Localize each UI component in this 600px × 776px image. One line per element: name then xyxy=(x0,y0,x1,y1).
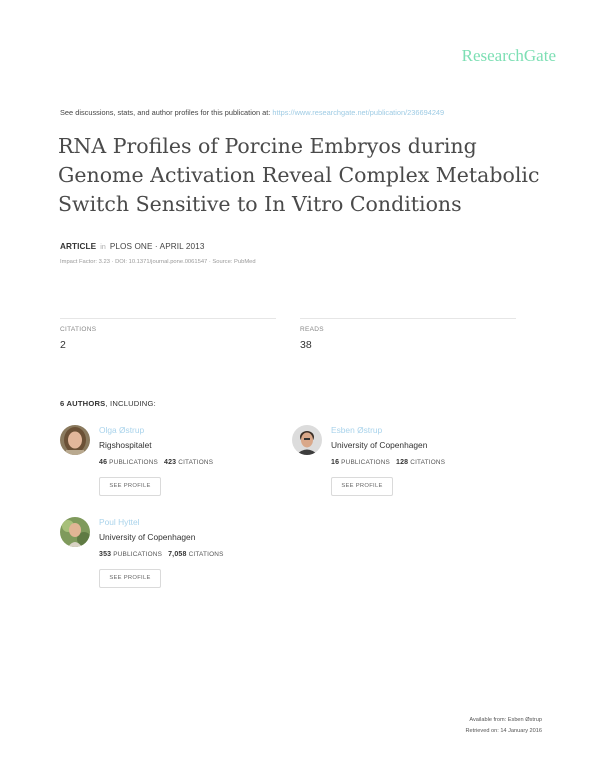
author-photo-icon xyxy=(60,517,90,547)
author-card xyxy=(60,425,290,515)
author-avatar[interactable] xyxy=(292,425,322,455)
paper-title: RNA Profiles of Porcine Embryos during Genome Activation Reveal Complex Metabolic Switch Sensitive to In Vitro Conditions xyxy=(58,134,540,216)
author-card xyxy=(60,517,290,607)
author-name[interactable]: Olga Østrup xyxy=(99,425,145,435)
citations-count: 2 xyxy=(60,339,66,351)
publication-link[interactable]: https://www.researchgate.net/publication/236694249 xyxy=(272,108,445,117)
author-citations-label: CITATIONS xyxy=(178,459,214,466)
author-card xyxy=(292,425,522,515)
author-publications-count: 16 xyxy=(331,459,340,466)
citations-divider xyxy=(60,318,276,319)
available-from: Available from: Esben Østrup xyxy=(469,717,542,723)
author-institution: University of Copenhagen xyxy=(331,440,428,450)
discussion-note xyxy=(60,108,444,117)
reads-count: 38 xyxy=(300,339,312,351)
author-stats xyxy=(331,459,445,466)
in-word: in xyxy=(100,244,106,251)
author-citations-label: CITATIONS xyxy=(410,459,446,466)
author-name[interactable]: Poul Hyttel xyxy=(99,517,140,527)
author-publications-label: PUBLICATIONS xyxy=(113,551,163,558)
see-profile-button[interactable]: SEE PROFILE xyxy=(99,477,161,496)
author-publications-label: PUBLICATIONS xyxy=(341,459,390,466)
author-stats xyxy=(99,551,224,558)
author-avatar[interactable] xyxy=(60,425,90,455)
author-citations-count: 7,058 xyxy=(168,551,187,558)
journal-date[interactable]: PLOS ONE · APRIL 2013 xyxy=(109,242,205,251)
author-institution: University of Copenhagen xyxy=(99,532,196,542)
author-publications-label: PUBLICATIONS xyxy=(109,459,158,466)
authors-heading xyxy=(60,399,156,408)
author-photo-icon xyxy=(60,425,90,455)
paper-meta xyxy=(60,242,204,251)
impact-factor-line: Impact Factor: 3.23 · DOI: 10.1371/journal.pone.0061547 · Source: PubMed xyxy=(60,259,256,265)
see-profile-button[interactable]: SEE PROFILE xyxy=(331,477,393,496)
author-avatar[interactable] xyxy=(60,517,90,547)
author-publications-count: 46 xyxy=(99,459,108,466)
authors-count: 6 AUTHORS xyxy=(60,399,106,408)
author-citations-count: 423 xyxy=(163,459,177,466)
reads-label: READS xyxy=(300,326,324,333)
citations-label: CITATIONS xyxy=(60,326,97,333)
authors-suffix: , INCLUDING: xyxy=(105,399,156,408)
author-publications-count: 353 xyxy=(99,551,112,558)
retrieved-on: Retrieved on: 14 January 2016 xyxy=(465,728,542,734)
researchgate-logo[interactable]: ResearchGate xyxy=(461,46,556,65)
author-stats xyxy=(99,459,213,466)
author-photo-icon xyxy=(292,425,322,455)
author-institution: Rigshospitalet xyxy=(99,440,152,450)
author-citations-label: CITATIONS xyxy=(188,551,224,558)
article-type: ARTICLE xyxy=(60,242,97,251)
author-citations-count: 128 xyxy=(395,459,409,466)
reads-divider xyxy=(300,318,516,319)
see-profile-button[interactable]: SEE PROFILE xyxy=(99,569,161,588)
discussion-text: See discussions, stats, and author profiles for this publication at: xyxy=(60,108,271,117)
author-name[interactable]: Esben Østrup xyxy=(331,425,383,435)
